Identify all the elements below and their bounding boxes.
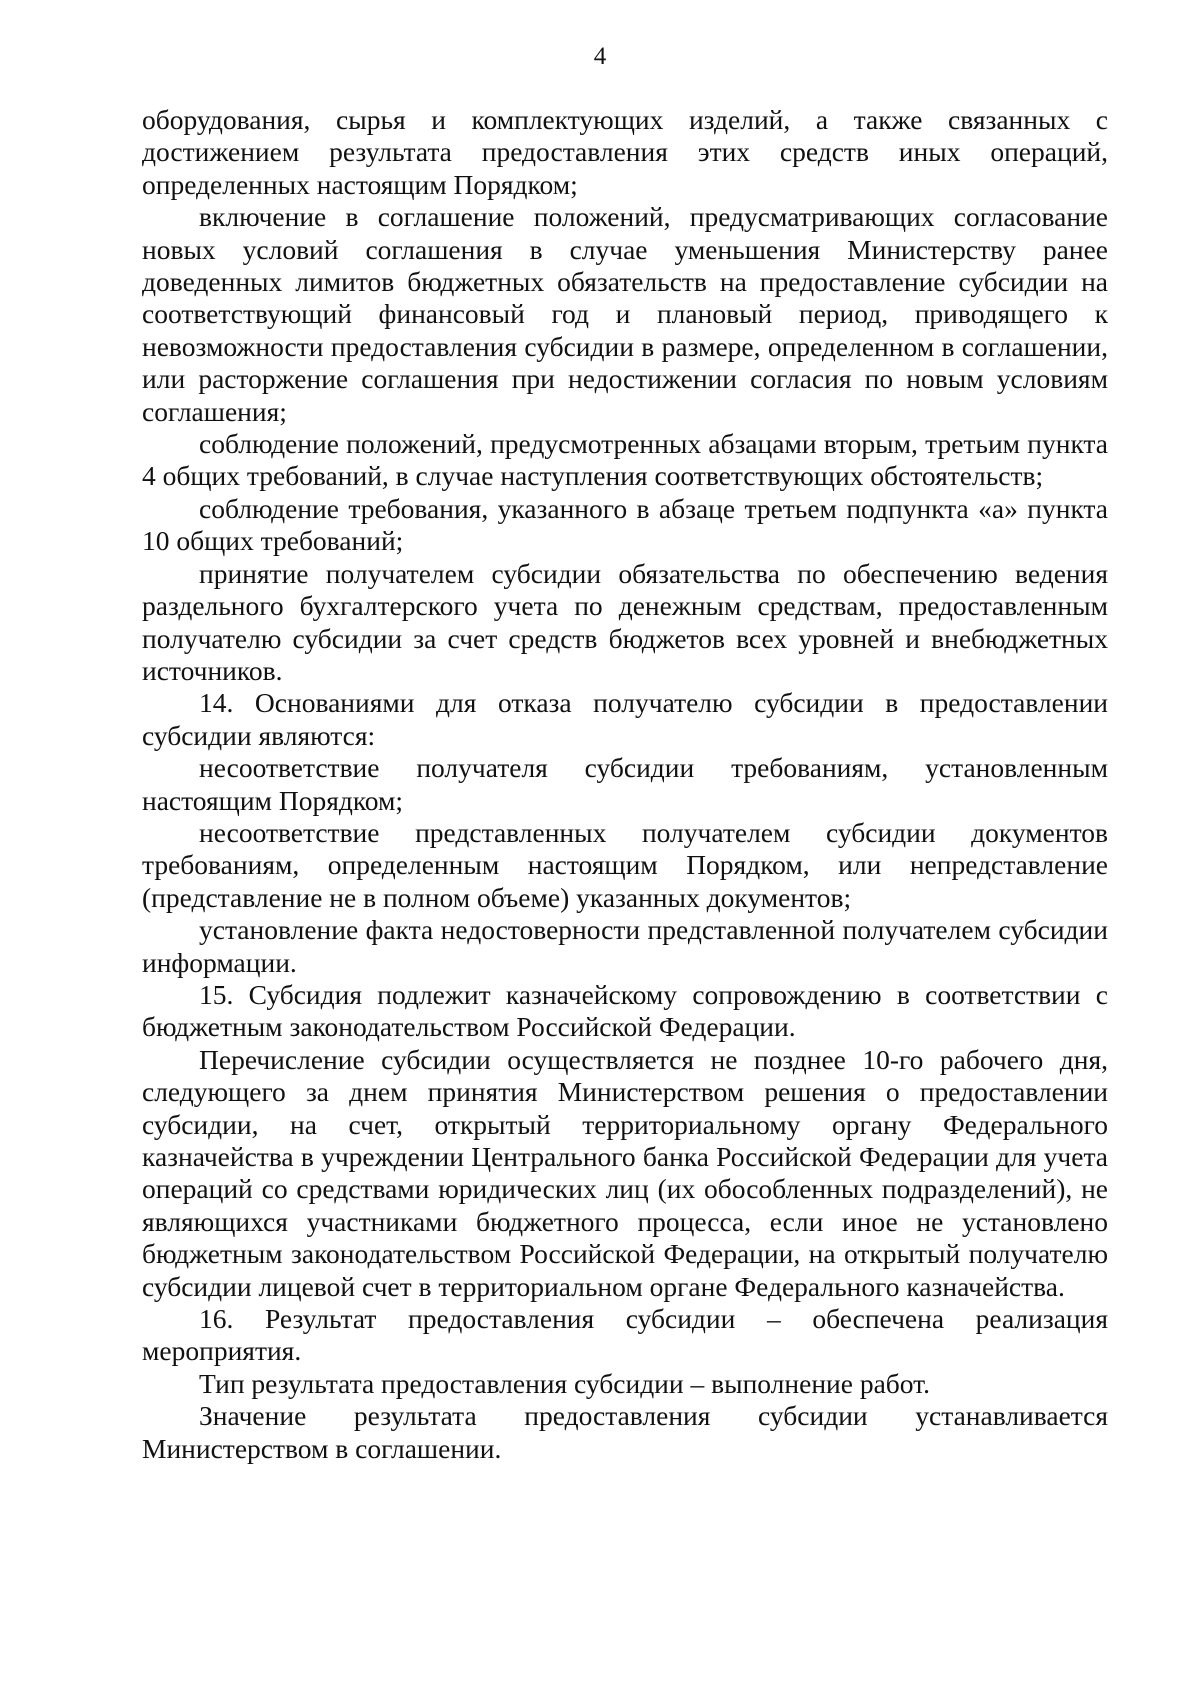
paragraph-item-15: 15. Субсидия подлежит казначейскому сопровождению в соответствии с бюджетным законодательством Российской Федерации. <box>142 978 1108 1043</box>
paragraph-result-type: Тип результата предоставления субсидии – выполнение работ. <box>199 1367 931 1399</box>
paragraph-refusal-reason-1: несоответствие получателя субсидии требованиям, установленным настоящим Порядком; <box>142 752 1108 816</box>
paragraph-separate-accounting: принятие получателем субсидии обязательства по обеспечению ведения раздельного бухгалтерского учета по денежным средствам, предоставленным получателю субсидии за счет средств бюджетов всех уровней и внебюджетных источников. <box>142 557 1108 686</box>
paragraph-agreement-terms: включение в соглашение положений, предусматривающих согласование новых условий соглашения в случае уменьшения Министерству ранее доведенных лимитов бюджетных обязательств на предоставление субсидии на соответствующий финансовый год и плановый период, приводящего к невозможности предоставления субсидии в размере, определенном в соглашении, или расторжение соглашения при недостижении согласия по новым условиям соглашения; <box>142 201 1108 427</box>
paragraph-refusal-reason-3: установление факта недостоверности представленной получателем субсидии информации. <box>142 914 1108 978</box>
paragraph-transfer: Перечисление субсидии осуществляется не позднее 10-го рабочего дня, следующего за днем принятия Министерством решения о предоставлении субсидии, на счет, открытый территориальному органу Федерального казначейства в учреждении Центрального банка Российской Федерации для учета операций со средствами юридических лиц (их обособленных подразделений), не являющихся участниками бюджетного процесса, если иное не установлено бюджетным законодательством Российской Федерации, на открытый получателю субсидии лицевой счет в территориальном органе Федерального казначейства. <box>142 1043 1108 1302</box>
paragraph-compliance-item-10: соблюдение требования, указанного в абзаце третьем подпункта «а» пункта 10 общих требований; <box>142 492 1108 557</box>
paragraph-continuation: оборудования, сырья и комплектующих изделий, а также связанных с достижением результата предоставления этих средств иных операций, определенных настоящим Порядком; <box>142 104 1108 200</box>
paragraph-result-value: Значение результата предоставления субсидии устанавливается Министерством в соглашении. <box>142 1400 1108 1464</box>
paragraph-item-16: 16. Результат предоставления субсидии – обеспечена реализация мероприятия. <box>142 1303 1108 1367</box>
document-body <box>142 104 1108 1465</box>
paragraph-item-14: 14. Основаниями для отказа получателю субсидии в предоставлении субсидии являются: <box>142 687 1108 751</box>
paragraph-refusal-reason-2: несоответствие представленных получателем субсидии документов требованиям, определенным настоящим Порядком, или непредставление (представление не в полном объеме) указанных документов; <box>142 816 1108 913</box>
page-number: 4 <box>593 43 607 70</box>
paragraph-compliance-item-4: соблюдение положений, предусмотренных абзацами вторым, третьим пункта 4 общих требований, в случае наступления соответствующих обстоятельств; <box>142 428 1108 492</box>
